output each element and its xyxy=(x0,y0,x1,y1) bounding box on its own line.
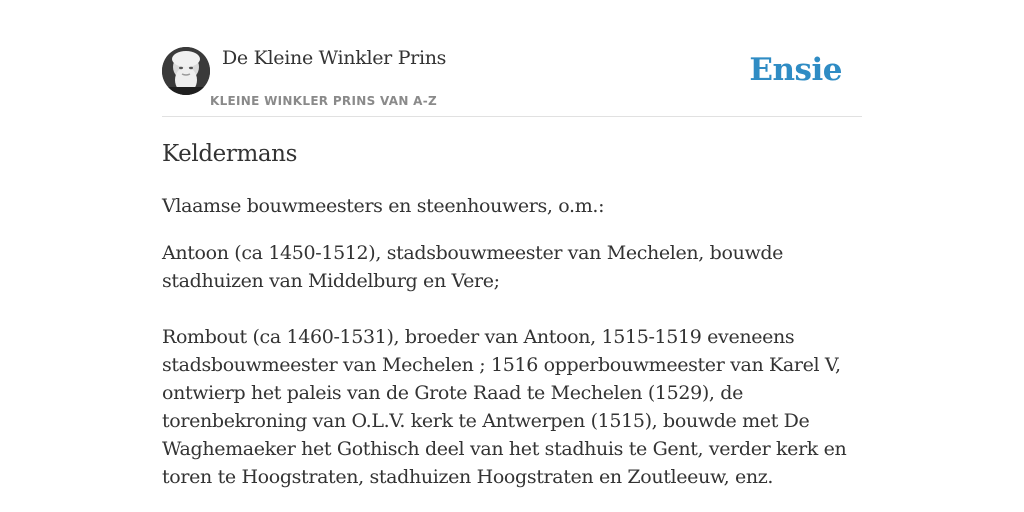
brand-logo[interactable]: Ensie xyxy=(749,52,842,88)
article-paragraph-rombout: Rombout (ca 1460-1531), broeder van Antoon, 1515-1519 eveneens stadsbouwmeester van Mechelen ; 1516 opperbouwmeester van Karel V, ontwierp het paleis van de Grote Raad te Mechelen (1529), de torenbekroning van O.L.V. kerk te Antwerpen (1515), bouwde met De Waghemaeker het Gothisch deel van het stadhuis te Gent, verder kerk en toren te Hoogstraten, stadhuizen Hoogstraten en Zoutleeuw, enz. xyxy=(162,326,847,488)
author-avatar-icon[interactable] xyxy=(162,47,210,95)
page xyxy=(162,0,862,512)
author-name[interactable]: De Kleine Winkler Prins xyxy=(222,47,447,69)
article-paragraph-intro: Vlaamse bouwmeesters en steenhouwers, o.m.: xyxy=(162,195,605,217)
book-title[interactable]: KLEINE WINKLER PRINS VAN A-Z xyxy=(210,94,438,108)
article-paragraph-antoon: Antoon (ca 1450-1512), stadsbouwmeester van Mechelen, bouwde stadhuizen van Middelburg en Vere; xyxy=(162,242,784,292)
article-title: Keldermans xyxy=(162,141,297,167)
portrait-icon xyxy=(162,47,210,95)
header xyxy=(162,0,862,117)
